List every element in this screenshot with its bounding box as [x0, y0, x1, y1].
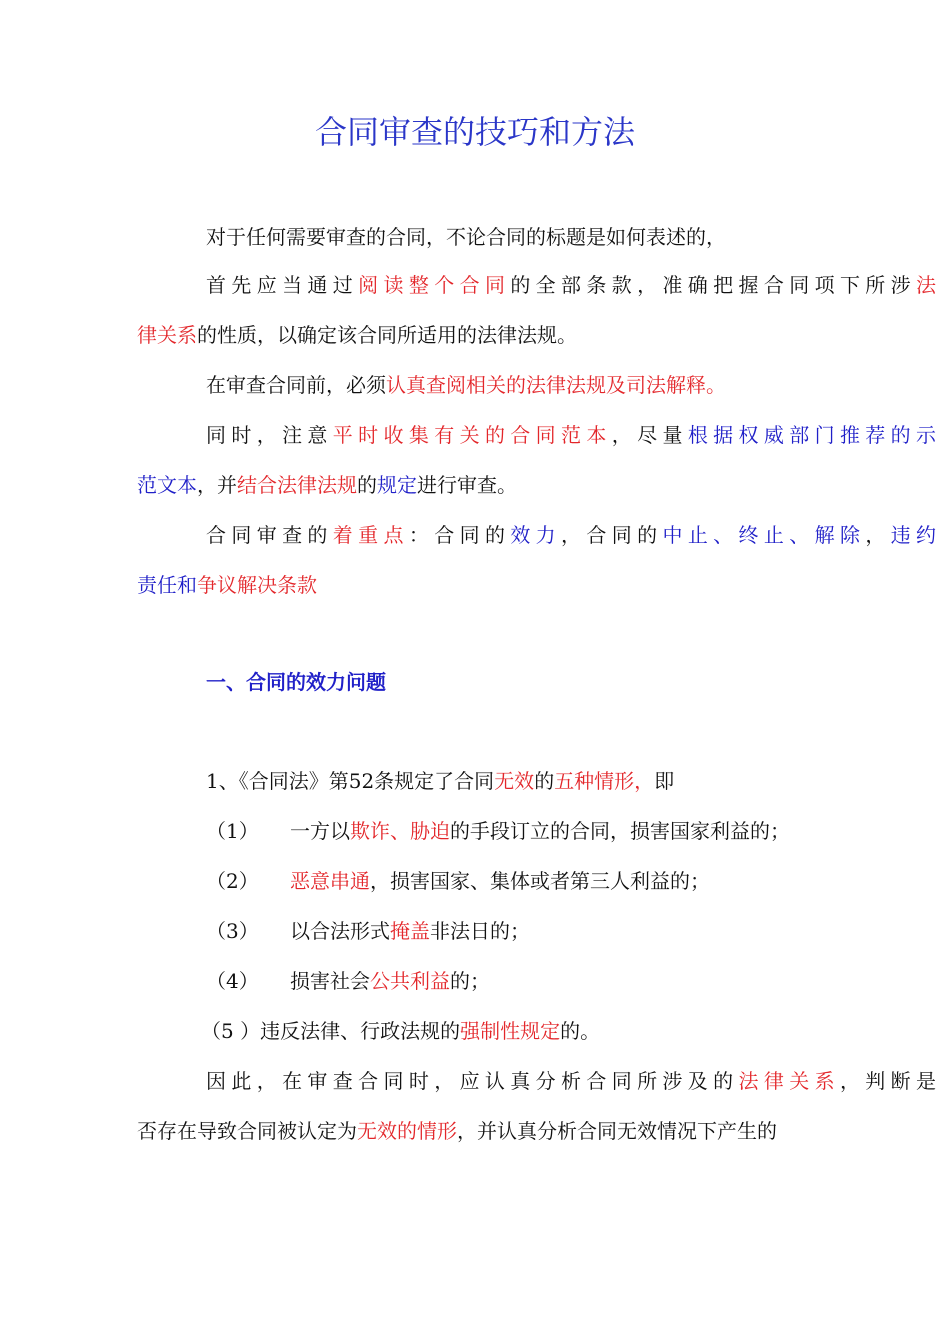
paragraph-line-intro-4b: [137, 460, 867, 510]
paragraph-line-intro-3: [137, 360, 936, 410]
text-run: （5 ）违反法律、行政法规的: [201, 1019, 461, 1043]
document-title: 合同审查的技巧和方法: [314, 113, 635, 151]
list-number: （3）: [206, 919, 259, 943]
paragraph-line-intro-5b: [137, 560, 867, 610]
blue-highlight: 规定: [377, 473, 417, 497]
red-highlight: 法律关系: [738, 1069, 840, 1093]
text-run: 的: [534, 769, 555, 793]
red-highlight: 法: [916, 273, 937, 297]
paragraph-line-case-3: [137, 906, 936, 956]
list-number: （2）: [206, 869, 259, 893]
paragraph-line-intro-4a: [137, 410, 936, 460]
blue-highlight: 责任和: [137, 573, 197, 597]
blue-highlight: 效力: [510, 523, 562, 547]
text-run: 损害社会: [290, 969, 370, 993]
text-run: ，合同的: [561, 523, 663, 547]
blue-highlight: 根据权威部门推荐的示: [687, 423, 937, 447]
red-highlight: 五种情形，: [554, 769, 655, 793]
text-run: ，尽量: [611, 423, 688, 447]
list-number: （4）: [206, 969, 259, 993]
paragraph-line-intro-1: [137, 212, 936, 262]
red-highlight: 无效: [494, 769, 535, 793]
blue-highlight: 违约: [890, 523, 937, 547]
text-run: ，损害国家、集体或者第三人利益的；: [370, 869, 710, 893]
red-highlight: 公共利益: [370, 969, 450, 993]
text-run: ，: [865, 523, 891, 547]
red-highlight: 无效的情形: [357, 1119, 457, 1143]
text-run: 的性质，以确定该合同所适用的法律法规。: [197, 323, 577, 347]
text-run: 否存在导致合同被认定为: [137, 1119, 357, 1143]
red-highlight: 强制性规定: [460, 1019, 561, 1043]
blue-highlight: 范文本: [137, 473, 197, 497]
text-run: 首先应当通过: [206, 273, 359, 297]
text-run: ，并认真分析合同无效情况下产生的: [457, 1119, 777, 1143]
paragraph-line-conclusion-a: [137, 1056, 936, 1106]
text-run: 即: [654, 769, 675, 793]
text-run: 的手段订立的合同，损害国家利益的；: [450, 819, 790, 843]
text-run: 的: [357, 473, 377, 497]
text-run: ，并: [197, 473, 237, 497]
blue-highlight: 一、合同的效力问题: [206, 670, 386, 694]
text-run: 在审查合同前，必须: [206, 373, 386, 397]
paragraph-line-intro-2b: [137, 310, 867, 360]
text-run: 同时，注意: [206, 423, 333, 447]
blue-highlight: 中止、终止、解除: [662, 523, 866, 547]
red-highlight: 着重点: [332, 523, 409, 547]
red-highlight: 认真查阅相关的法律法规及司法解释。: [386, 373, 726, 397]
text-run: 1、《合同法》第52条规定了合同: [206, 769, 495, 793]
text-run: 一方以: [290, 819, 350, 843]
text-run: ，判断是: [839, 1069, 937, 1093]
text-run: 的。: [560, 1019, 601, 1043]
paragraph-line-item-intro: [137, 756, 936, 806]
text-run: 因此，在审查合同时，应认真分析合同所涉及的: [206, 1069, 739, 1093]
section-heading: [137, 657, 936, 707]
paragraph-line-case-5: [137, 1006, 931, 1056]
paragraph-line-intro-2a: [137, 260, 936, 310]
paragraph-line-case-1: [137, 806, 936, 856]
list-number: （1）: [206, 819, 259, 843]
text-run: 进行审查。: [417, 473, 517, 497]
paragraph-line-case-4: [137, 956, 936, 1006]
text-run: 对于任何需要审查的合同，不论合同的标题是如何表述的，: [206, 225, 726, 249]
red-highlight: 律关系: [137, 323, 197, 347]
paragraph-line-intro-5a: [137, 510, 936, 560]
red-highlight: 结合法律法规: [237, 473, 357, 497]
text-run: 的全部条款，准确把握合同项下所涉: [510, 273, 917, 297]
red-highlight: 掩盖: [390, 919, 430, 943]
text-run: 的；: [450, 969, 490, 993]
red-highlight: 争议解决条款: [197, 573, 317, 597]
red-highlight: 阅读整个合同: [358, 273, 511, 297]
text-run: 非法日的；: [430, 919, 530, 943]
red-highlight: 平时收集有关的合同范本: [332, 423, 612, 447]
text-run: ：合同的: [408, 523, 511, 547]
text-run: 以合法形式: [290, 919, 390, 943]
red-highlight: 恶意串通: [290, 869, 370, 893]
text-run: 合同审查的: [206, 523, 333, 547]
paragraph-line-conclusion-b: [137, 1106, 867, 1156]
red-highlight: 欺诈、胁迫: [350, 819, 450, 843]
paragraph-line-case-2: [137, 856, 936, 906]
